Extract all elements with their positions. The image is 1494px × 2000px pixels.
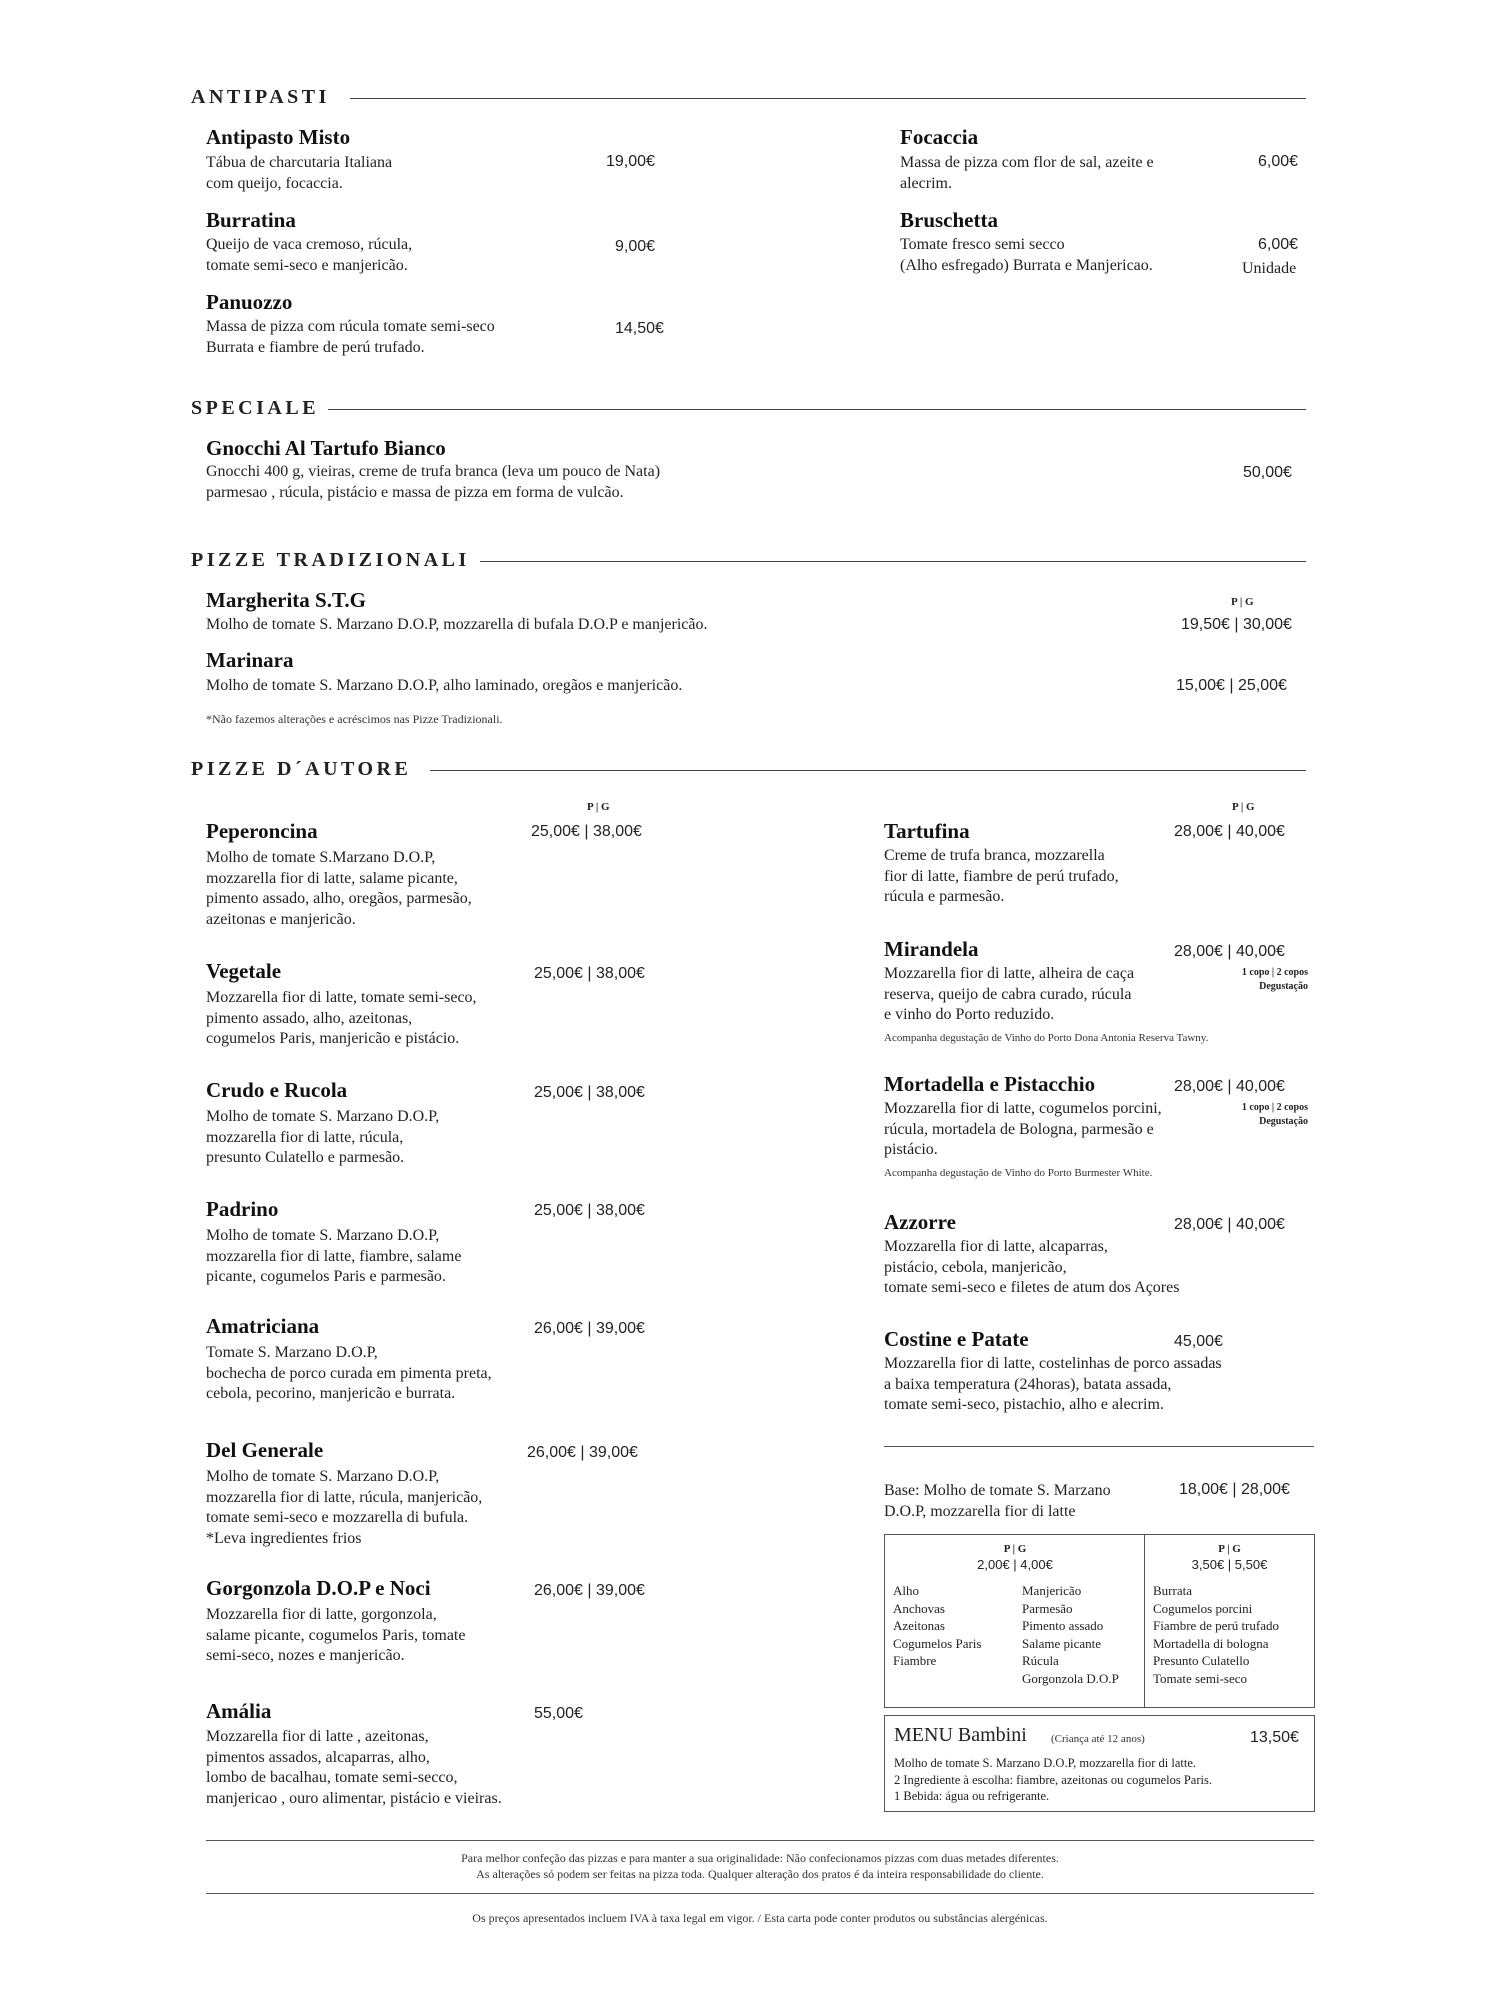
menu-item-name: Peperoncina [206, 819, 318, 843]
section-title-antipasti: ANTIPASTI [191, 86, 330, 108]
size-header: P | G [1232, 801, 1255, 813]
menu-item-price: 28,00€ | 40,00€ [1174, 823, 1285, 840]
menu-item-description: Molho de tomate S. Marzano D.O.P, mozzarella fior di latte, rúcula, manjericão, tomate semi-seco e mozzarella di bufula. *Leva ingredientes frios [206, 1468, 483, 1547]
menu-item-name: Bruschetta [900, 208, 998, 232]
bambini-title: MENU Bambini [894, 1724, 1027, 1746]
menu-item-price: 9,00€ [615, 238, 656, 255]
menu-item-price: 25,00€ | 38,00€ [534, 1202, 645, 1219]
menu-item-name: Tartufina [884, 819, 970, 843]
extras-price: 3,50€ | 5,50€ [1191, 1557, 1268, 1572]
menu-item-price: 19,50€ | 30,00€ [1181, 616, 1292, 633]
section-divider [480, 561, 1306, 562]
menu-item-price: 14,50€ [615, 320, 664, 337]
menu-item-name: Padrino [206, 1197, 279, 1221]
menu-item-name: Costine e Patate [884, 1327, 1029, 1351]
extras-list: Burrata Cogumelos porcini Fiambre de perú trufado Mortadella di bologna Presunto Culatello Tomate semi-seco [1153, 1583, 1279, 1686]
menu-item-price: 25,00€ | 38,00€ [531, 823, 642, 840]
menu-item-price: 6,00€ [1258, 153, 1299, 170]
menu-item-description: Mozzarella fior di latte, alcaparras, pistácio, cebola, manjericão, tomate semi-seco e filetes de atum dos Açores [884, 1238, 1180, 1296]
base-description: Base: Molho de tomate S. Marzano D.O.P, mozzarella fior di latte [884, 1482, 1111, 1520]
menu-item-name: Gnocchi Al Tartufo Bianco [206, 436, 446, 460]
size-header: P | G [587, 801, 610, 813]
menu-item-description: Massa de pizza com flor de sal, azeite e alecrim. [900, 154, 1154, 192]
menu-item-name: Mirandela [884, 937, 979, 961]
extras-list: Manjericão Parmesão Pimento assado Salame picante Rúcula Gorgonzola D.O.P [1022, 1583, 1119, 1686]
menu-item-description: Molho de tomate S.Marzano D.O.P, mozzarella fior di latte, salame picante, pimento assado, alho, oregãos, parmesão, azeitonas e manjericão. [206, 849, 472, 928]
menu-item-description: Gnocchi 400 g, vieiras, creme de trufa branca (leva um pouco de Nata) parmesao , rúcula, pistácio e massa de pizza em forma de vulcão. [206, 463, 661, 501]
size-header: P | G [1003, 1543, 1027, 1555]
menu-item-unit: Unidade [1242, 260, 1297, 277]
tasting-note: Acompanha degustação de Vinho do Porto Dona Antonia Reserva Tawny. [884, 1032, 1209, 1044]
menu-item-description: Mozzarella fior di latte, costelinhas de porco assadas a baixa temperatura (24horas), batata assada, tomate semi-seco, pistachio, alho e alecrim. [884, 1355, 1222, 1413]
menu-item-name: Focaccia [900, 125, 979, 149]
menu-item-description: Molho de tomate S. Marzano D.O.P, alho laminado, oregãos e manjericão. [206, 677, 683, 694]
menu-item-name: Gorgonzola D.O.P e Noci [206, 1576, 431, 1600]
bambini-subtitle: (Criança até 12 anos) [1051, 1733, 1145, 1745]
menu-item-description: Mozzarella fior di latte, tomate semi-seco, pimento assado, alho, azeitonas, cogumelos Paris, manjericão e pistácio. [206, 989, 477, 1047]
menu-item-price: 26,00€ | 39,00€ [534, 1582, 645, 1599]
menu-item-description: Mozzarella fior di latte, alheira de caça reserva, queijo de cabra curado, rúcula e vinho do Porto reduzido. [884, 965, 1135, 1023]
menu-item-price: 26,00€ | 39,00€ [527, 1444, 638, 1461]
menu-item-name: Crudo e Rucola [206, 1078, 348, 1102]
menu-item-price: 55,00€ [534, 1705, 583, 1722]
menu-item-description: Queijo de vaca cremoso, rúcula, tomate semi-seco e manjericão. [206, 236, 413, 274]
menu-item-description: Creme de trufa branca, mozzarella fior di latte, fiambre de perú trufado, rúcula e parmesão. [884, 847, 1119, 905]
footer-divider [206, 1893, 1314, 1894]
section-divider [350, 98, 1306, 99]
tasting-option: 1 copo | 2 copos Degustação [1241, 967, 1308, 992]
extras-price: 2,00€ | 4,00€ [977, 1557, 1053, 1572]
menu-item-price: 28,00€ | 40,00€ [1174, 1216, 1285, 1233]
menu-item-price: 28,00€ | 40,00€ [1174, 1078, 1285, 1095]
menu-item-name: Del Generale [206, 1438, 324, 1462]
footer-divider [206, 1840, 1314, 1841]
bambini-price: 13,50€ [1250, 1729, 1299, 1746]
size-header: P | G [1218, 1543, 1241, 1555]
menu-item-name: Marinara [206, 648, 294, 672]
menu-item-price: 6,00€ [1258, 236, 1299, 253]
menu-item-description: Tábua de charcutaria Italiana com queijo, focaccia. [206, 154, 393, 192]
menu-item-description: Massa de pizza com rúcula tomate semi-seco Burrata e fiambre de perú trufado. [206, 318, 495, 356]
menu-item-description: Mozzarella fior di latte, gorgonzola, salame picante, cogumelos Paris, tomate semi-seco, nozes e manjericão. [206, 1606, 466, 1664]
menu-item-description: Mozzarella fior di latte, cogumelos porcini, rúcula, mortadela de Bologna, parmesão e pistácio. [884, 1100, 1162, 1158]
menu-item-price: 25,00€ | 38,00€ [534, 1084, 645, 1101]
footer-line: As alterações só podem ser feitas na pizza toda. Qualquer alteração dos pratos é da inteira responsabilidade do cliente. [476, 1867, 1044, 1881]
menu-item-price: 26,00€ | 39,00€ [534, 1320, 645, 1337]
section-divider [328, 409, 1306, 410]
footer-line: Para melhor confeção das pizzas e para manter a sua originalidade: Não confecionamos pizzas com duas metades diferentes. [461, 1851, 1059, 1865]
footer-line: Os preços apresentados incluem IVA à taxa legal em vigor. / Esta carta pode conter produtos ou substâncias alergénicas. [472, 1911, 1048, 1925]
menu-item-name: Antipasto Misto [206, 125, 351, 149]
tradizionali-note: *Não fazemos alterações e acréscimos nas Pizze Tradizionali. [206, 712, 503, 726]
menu-item-description: Tomate S. Marzano D.O.P, bochecha de porco curada em pimenta preta, cebola, pecorino, manjericão e burrata. [206, 1344, 492, 1402]
section-title-speciale: SPECIALE [191, 397, 320, 419]
section-title-autore: PIZZE D´AUTORE [191, 758, 412, 780]
tasting-note: Acompanha degustação de Vinho do Porto Burmester White. [884, 1167, 1153, 1179]
menu-item-price: 50,00€ [1243, 464, 1292, 481]
menu-item-price: 15,00€ | 25,00€ [1176, 677, 1287, 694]
menu-item-price: 19,00€ [606, 153, 655, 170]
menu-item-description: Molho de tomate S. Marzano D.O.P, mozzarella fior di latte, fiambre, salame picante, cogumelos Paris e parmesão. [206, 1227, 462, 1285]
extras-list: Alho Anchovas Azeitonas Cogumelos Paris Fiambre [893, 1583, 982, 1668]
menu-item-price: 28,00€ | 40,00€ [1174, 943, 1285, 960]
menu-item-description: Tomate fresco semi secco (Alho esfregado) Burrata e Manjericao. [900, 236, 1153, 274]
menu-item-name: Burratina [206, 208, 296, 232]
menu-item-name: Panuozzo [206, 290, 293, 314]
size-header: P | G [1231, 596, 1254, 608]
menu-item-name: Mortadella e Pistacchio [884, 1072, 1096, 1096]
section-title-tradizionali: PIZZE TRADIZIONALI [191, 549, 470, 571]
bambini-details: Molho de tomate S. Marzano D.O.P, mozzarella fior di latte. 2 Ingrediente à escolha: fiambre, azeitonas ou cogumelos Paris. 1 Bebida: água ou refrigerante. [894, 1756, 1212, 1803]
menu-item-description: Mozzarella fior di latte , azeitonas, pimentos assados, alcaparras, alho, lombo de bacalhau, tomate semi-secco, manjericao , ouro alimentar, pistácio e vieiras. [206, 1728, 502, 1807]
menu-item-price: 45,00€ [1174, 1333, 1223, 1350]
menu-item-price: 25,00€ | 38,00€ [534, 965, 645, 982]
menu-item-name: Amatriciana [206, 1314, 320, 1338]
menu-item-description: Molho de tomate S. Marzano D.O.P, mozzarella fior di latte, rúcula, presunto Culatello e parmesão. [206, 1108, 440, 1166]
menu-item-name: Amália [206, 1699, 272, 1723]
section-divider [430, 770, 1306, 771]
menu-item-name: Azzorre [884, 1210, 956, 1234]
base-price: 18,00€ | 28,00€ [1179, 1481, 1290, 1498]
menu-item-name: Vegetale [206, 959, 282, 983]
menu-item-name: Margherita S.T.G [206, 588, 367, 612]
divider [884, 1446, 1314, 1447]
tasting-option: 1 copo | 2 copos Degustação [1241, 1102, 1308, 1127]
menu-item-description: Molho de tomate S. Marzano D.O.P, mozzarella di bufala D.O.P e manjericão. [206, 616, 708, 633]
